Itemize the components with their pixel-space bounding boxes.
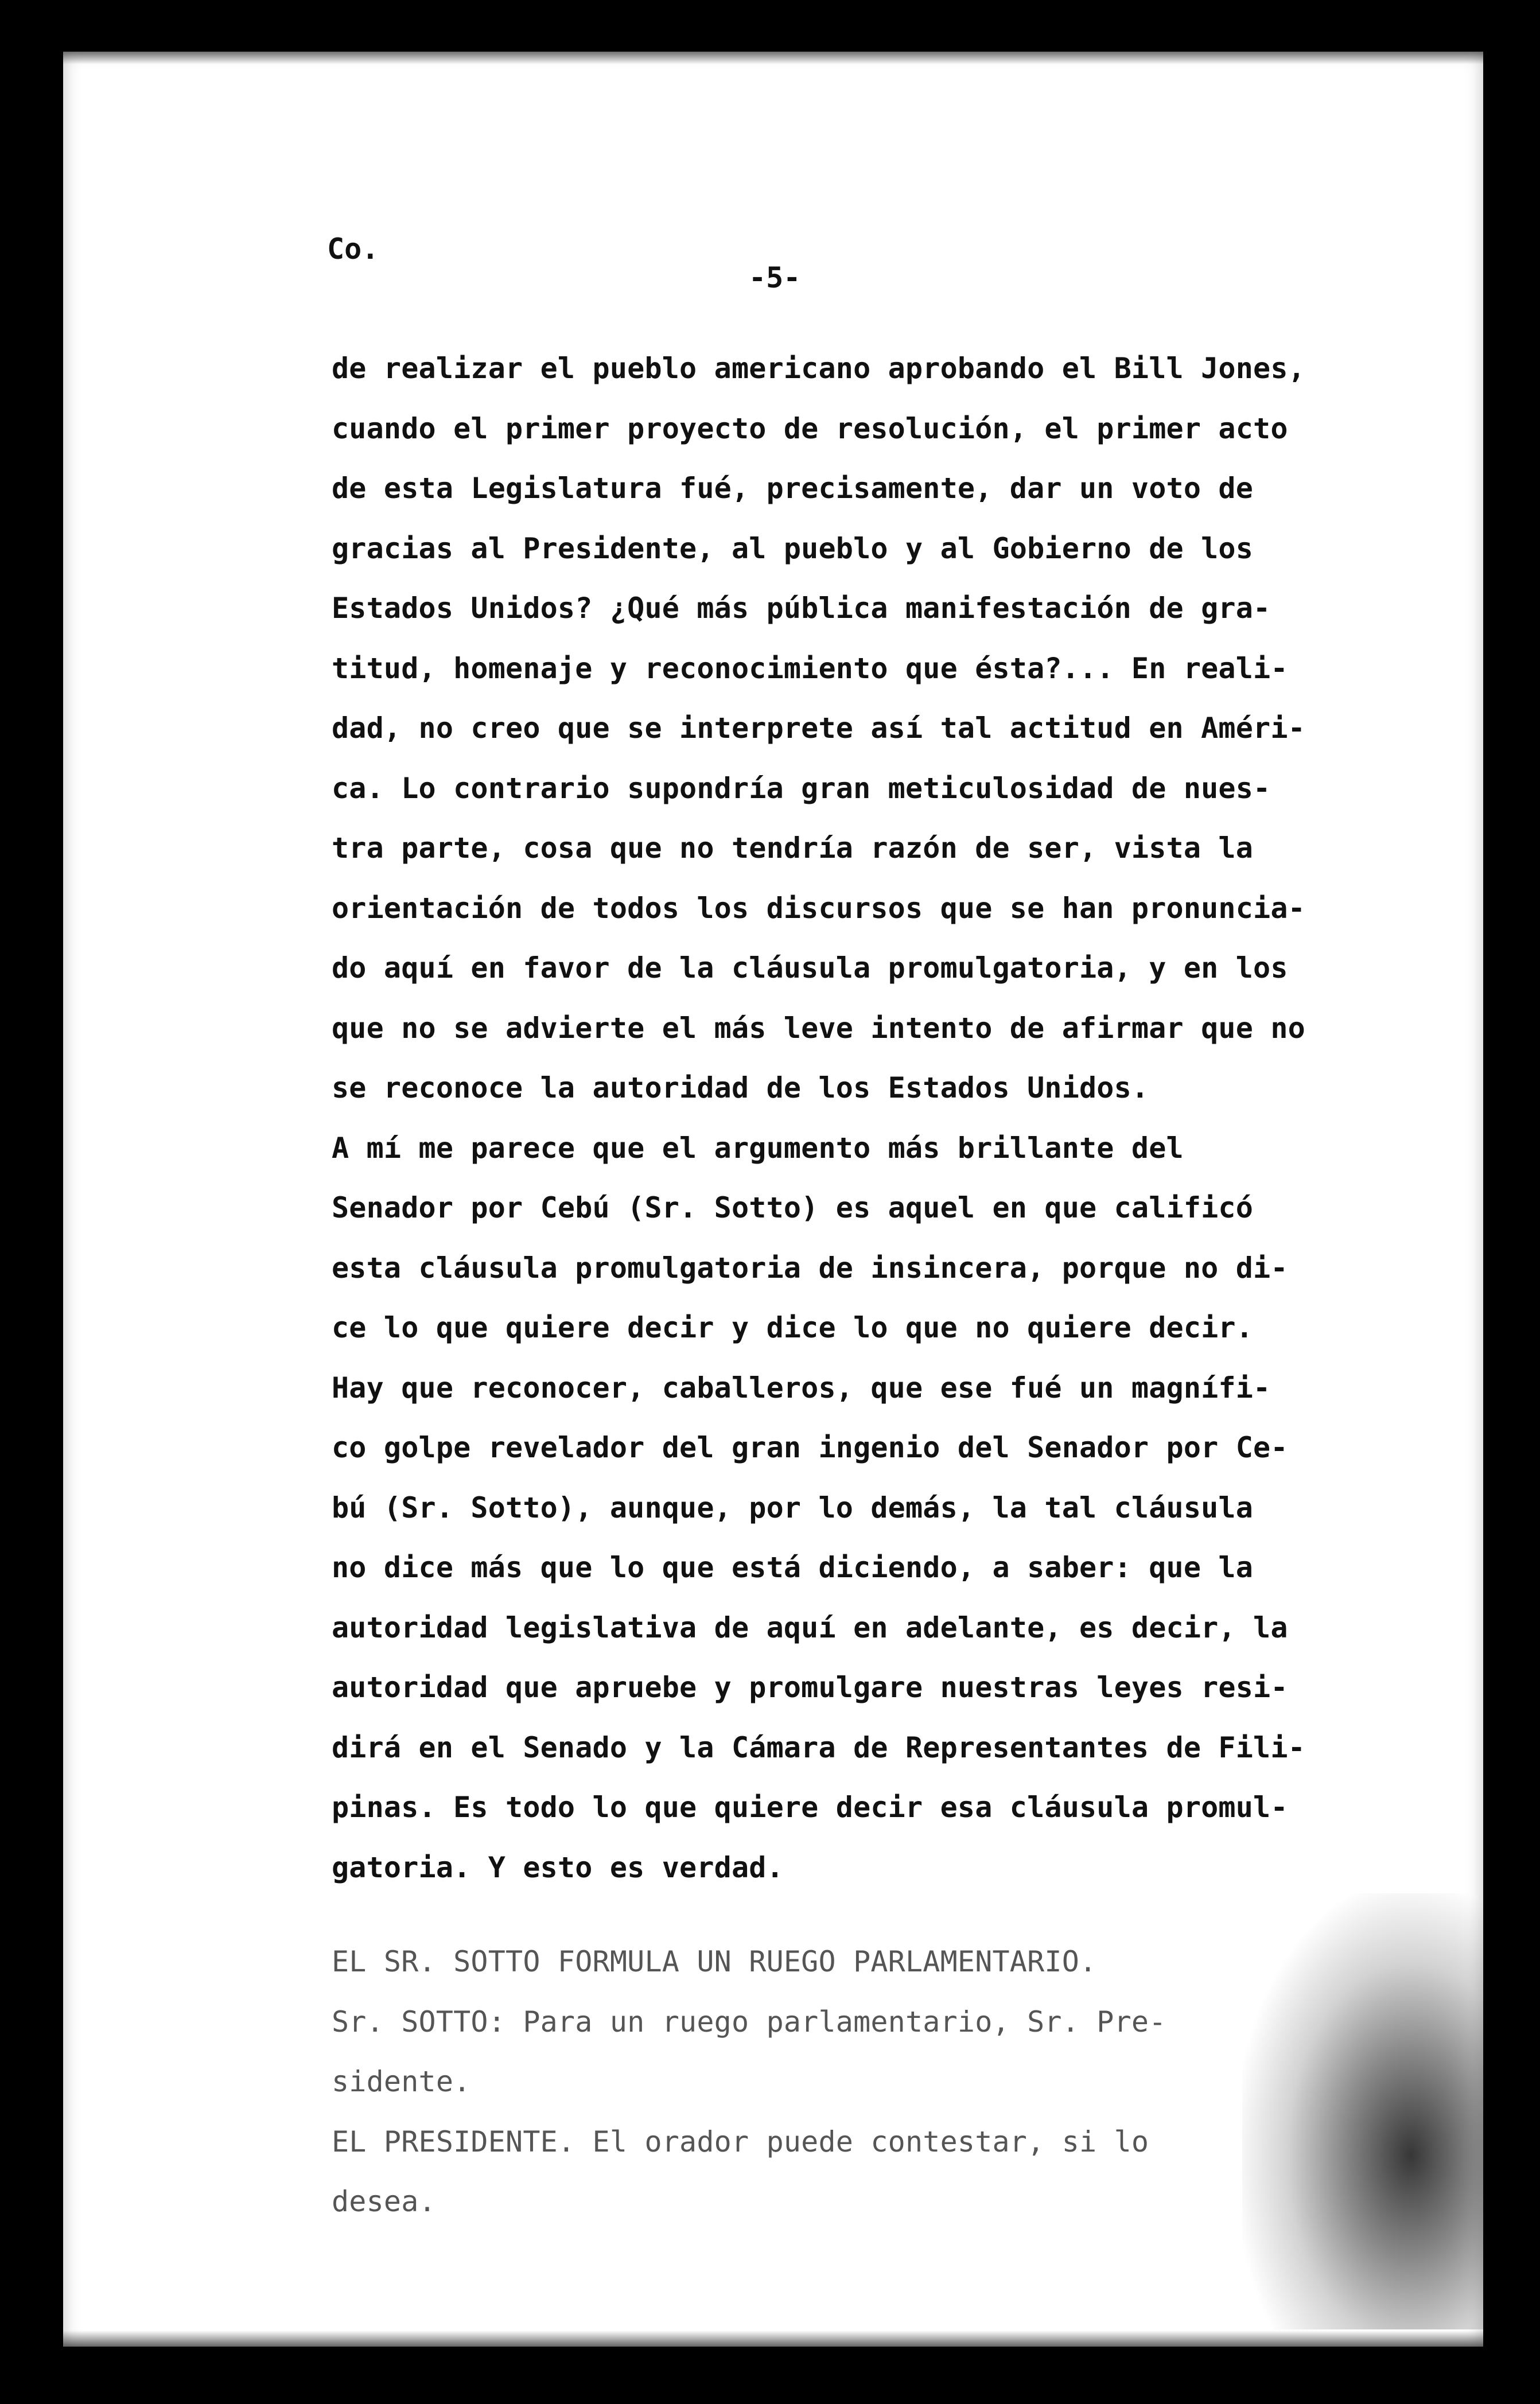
text-line: dirá en el Senado y la Cámara de Representantes de Fili- [332,1730,1305,1764]
text-line: co golpe revelador del gran ingenio del Senador por Ce- [332,1431,1288,1464]
text-line: de realizar el pueblo americano aprobando el Bill Jones, [332,352,1305,385]
text-line: desea. [332,2185,436,2218]
text-line: Hay que reconocer, caballeros, que ese fué un magnífi- [332,1371,1271,1405]
text-line: Sr. SOTTO: Para un ruego parlamentario, Sr. Pre- [332,2005,1166,2039]
text-line: orientación de todos los discursos que se han pronuncia- [332,891,1305,925]
text-line: Senador por Cebú (Sr. Sotto) es aquel en que calificó [332,1191,1254,1224]
text-line: autoridad legislativa de aquí en adelante, es decir, la [332,1611,1288,1644]
text-line: no dice más que lo que está diciendo, a saber: que la [332,1551,1254,1584]
text-line: cuando el primer proyecto de resolución, el primer acto [332,411,1288,445]
text-line: esta cláusula promulgatoria de insincera, porque no di- [332,1251,1288,1285]
text-line: de esta Legislatura fué, precisamente, dar un voto de [332,472,1254,505]
paragraph-gap [332,1897,1450,1932]
page-number: -5- [749,261,801,294]
text-line: A mí me parece que el argumento más brillante del [332,1131,1184,1165]
stage-direction: EL SR. SOTTO FORMULA UN RUEGO PARLAMENTARIO. [332,1945,1097,1978]
text-line: gracias al Presidente, al pueblo y al Gobierno de los [332,531,1254,565]
text-line: autoridad que apruebe y promulgare nuestras leyes resi- [332,1671,1288,1704]
text-line: se reconoce la autoridad de los Estados Unidos. [332,1071,1149,1104]
paragraph-2 [332,1118,1450,1898]
text-line: ca. Lo contrario supondría gran meticulosidad de nues- [332,771,1271,805]
paragraph-3 [332,1932,1450,2232]
text-line: que no se advierte el más leve intento de afirmar que no [332,1011,1305,1045]
text-line: sidente. [332,2065,471,2098]
text-line: gatoria. Y esto es verdad. [332,1850,784,1884]
text-line: ce lo que quiere decir y dice lo que no quiere decir. [332,1311,1254,1344]
text-line: dad, no creo que se interprete así tal actitud en Améri- [332,711,1305,745]
text-line: tra parte, cosa que no tendría razón de ser, vista la [332,831,1254,865]
document-body [332,339,1450,2232]
paragraph-1 [332,339,1450,1118]
text-line: do aquí en favor de la cláusula promulgatoria, y en los [332,951,1288,985]
text-line: Estados Unidos? ¿Qué más pública manifestación de gra- [332,592,1271,625]
page-header-initials: Co. [327,232,379,266]
text-line: EL PRESIDENTE. El orador puede contestar, si lo [332,2125,1149,2158]
text-line: pinas. Es todo lo que quiere decir esa cláusula promul- [332,1791,1288,1824]
text-line: titud, homenaje y reconocimiento que ésta?... En reali- [332,651,1288,685]
text-line: bú (Sr. Sotto), aunque, por lo demás, la tal cláusula [332,1491,1254,1524]
document-page [63,52,1483,2347]
